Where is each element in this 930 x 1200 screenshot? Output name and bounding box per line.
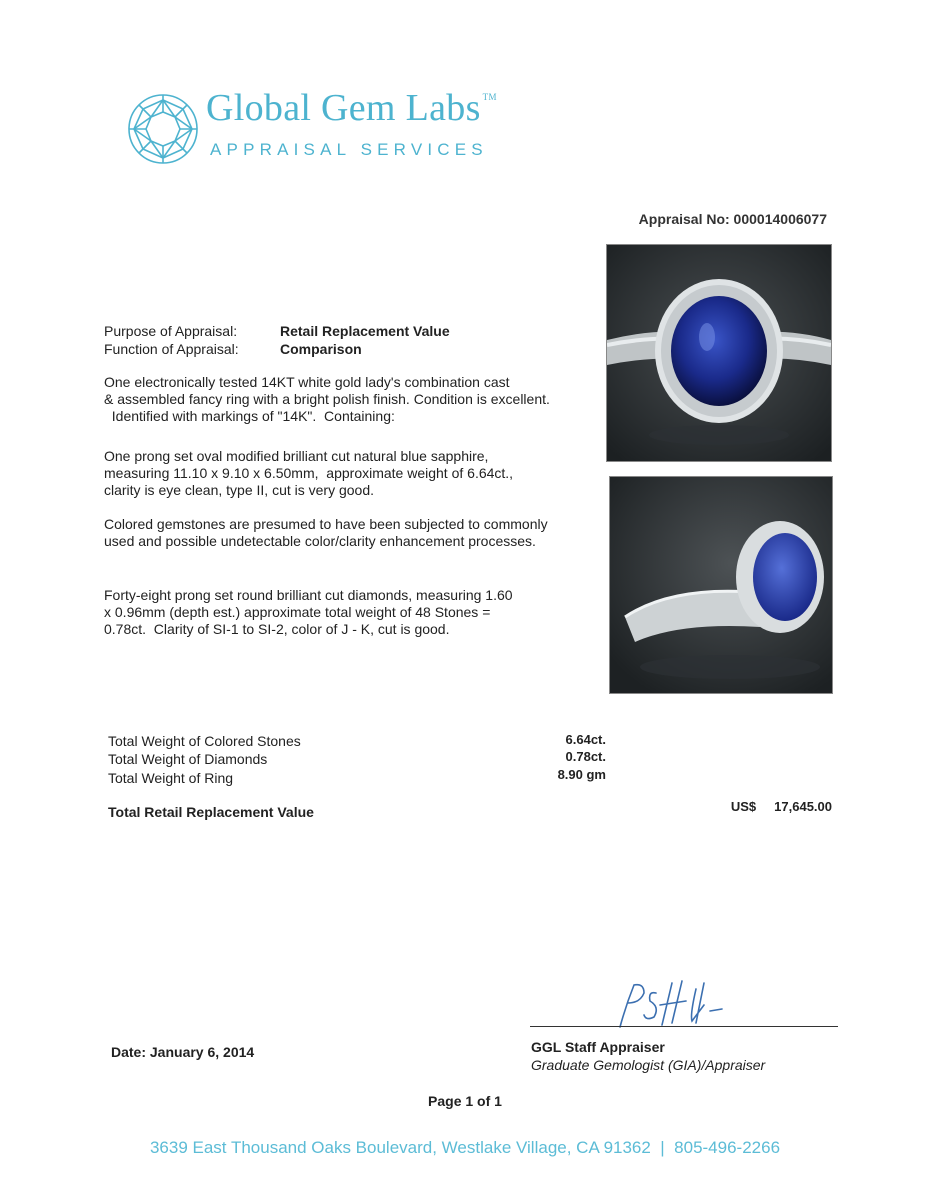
ring-weight-value: 8.90 gm xyxy=(557,767,606,782)
description-line: x 0.96mm (depth est.) approximate total weight of 48 Stones = xyxy=(104,604,491,620)
function-value: Comparison xyxy=(280,341,362,357)
retail-value-label: Total Retail Replacement Value xyxy=(108,804,314,820)
gem-logo-icon xyxy=(126,92,200,166)
signature-line xyxy=(530,1026,838,1027)
company-subtitle: APPRAISAL SERVICES xyxy=(210,140,488,159)
function-row xyxy=(104,341,362,357)
sapphire-description xyxy=(104,448,604,499)
purpose-label: Purpose of Appraisal: xyxy=(104,323,238,339)
description-line: One electronically tested 14KT white gold lady's combination cast xyxy=(104,374,510,390)
colored-stones-weight-label: Total Weight of Colored Stones xyxy=(108,733,301,749)
currency-label: US$ xyxy=(730,799,757,814)
ring-photo-side xyxy=(609,476,833,694)
footer-address: 3639 East Thousand Oaks Boulevard, Westlake Village, CA 91362 | 805-496-2266 xyxy=(149,1138,781,1157)
appraiser-title: Graduate Gemologist (GIA)/Appraiser xyxy=(531,1057,766,1073)
enhancement-disclaimer xyxy=(104,516,604,550)
description-line: 0.78ct. Clarity of SI-1 to SI-2, color of J - K, cut is good. xyxy=(104,621,450,637)
description-line: measuring 11.10 x 9.10 x 6.50mm, approximate weight of 6.64ct., xyxy=(104,465,514,481)
company-name: Global Gem Labs ™ xyxy=(206,87,497,129)
appraisal-number: Appraisal No: 000014006077 xyxy=(638,211,827,227)
ring-side-image xyxy=(610,477,832,693)
description-line: Colored gemstones are presumed to have been subjected to commonly xyxy=(104,516,548,532)
purpose-value: Retail Replacement Value xyxy=(280,323,450,339)
description-line: Forty-eight prong set round brilliant cut diamonds, measuring 1.60 xyxy=(104,587,513,603)
ring-weight-label: Total Weight of Ring xyxy=(108,770,234,786)
diamonds-weight-label: Total Weight of Diamonds xyxy=(108,751,268,767)
trademark-mark: TM xyxy=(482,92,497,102)
ring-top-image xyxy=(607,245,831,461)
colored-stones-weight-value: 6.64ct. xyxy=(565,732,606,747)
function-label: Function of Appraisal: xyxy=(104,341,239,357)
ring-photo-top xyxy=(606,244,832,462)
ring-description xyxy=(104,374,604,425)
description-line: & assembled fancy ring with a bright polish finish. Condition is excellent. xyxy=(104,391,550,407)
diamonds-description xyxy=(104,587,604,638)
purpose-row xyxy=(104,323,450,339)
retail-value xyxy=(731,799,832,814)
appraisal-date: Date: January 6, 2014 xyxy=(111,1044,255,1060)
appraiser-name: GGL Staff Appraiser xyxy=(531,1039,665,1055)
page-number: Page 1 of 1 xyxy=(428,1093,502,1109)
retail-amount: 17,645.00 xyxy=(774,799,832,814)
description-line: One prong set oval modified brilliant cut natural blue sapphire, xyxy=(104,448,489,464)
description-line: Identified with markings of "14K". Containing: xyxy=(104,408,395,424)
diamonds-weight-value: 0.78ct. xyxy=(565,749,606,764)
description-line: used and possible undetectable color/clarity enhancement processes. xyxy=(104,533,536,549)
description-line: clarity is eye clean, type II, cut is very good. xyxy=(104,482,375,498)
